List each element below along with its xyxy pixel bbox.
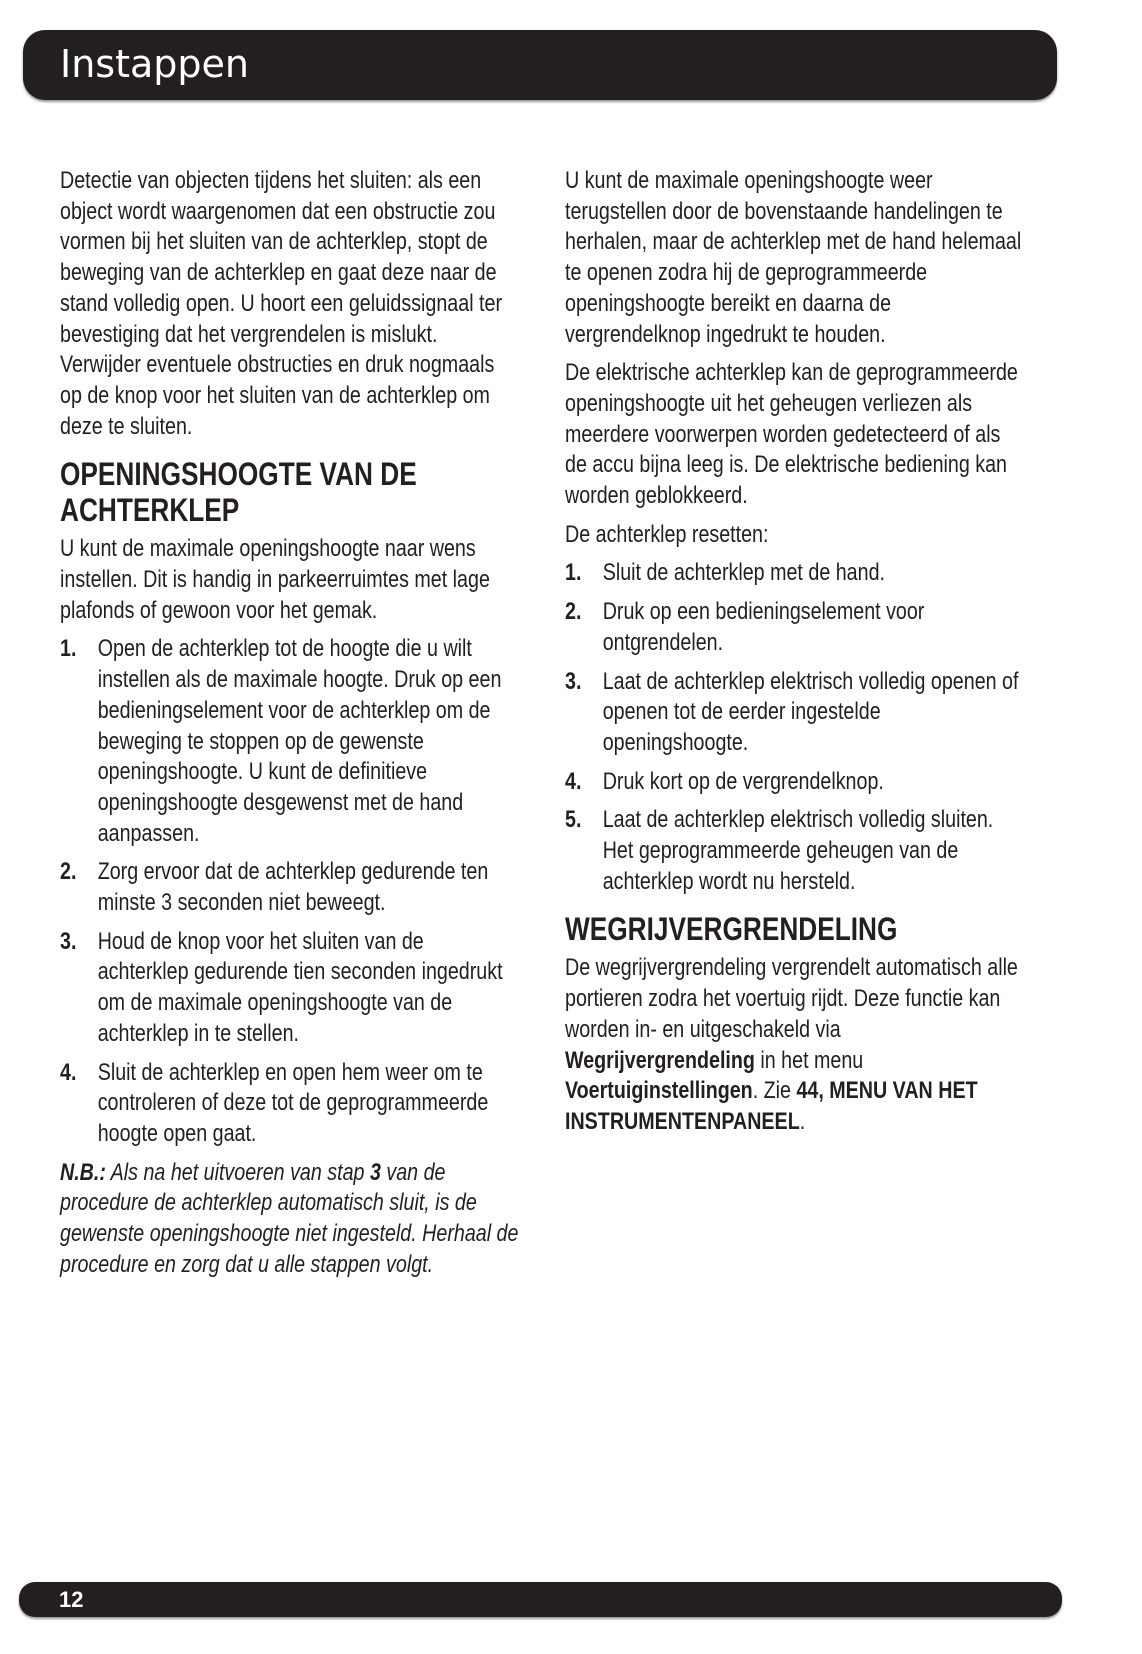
- step-text: Zorg ervoor dat de achterklep gedurende ten minste 3 seconden niet beweegt.: [97, 858, 489, 917]
- step-text: Houd de knop voor het sluiten van de achterklep gedurende tien seconden ingedrukt om de maximale openingshoogte van de achterklep in te stellen.: [97, 927, 503, 1047]
- footer-bar: [19, 1582, 1062, 1617]
- note-label: N.B.:: [60, 1158, 106, 1186]
- right-column: [565, 166, 1024, 1146]
- step-text: Sluit de achterklep met de hand.: [602, 559, 885, 587]
- heading-openingshoogte: OPENINGSHOOGTE VAN DE ACHTERKLEP: [60, 456, 417, 529]
- step-number: 4.: [565, 767, 582, 795]
- step-number: 1.: [60, 635, 77, 663]
- list-item: [60, 1058, 519, 1150]
- text: .: [799, 1107, 806, 1135]
- step-number: 3.: [60, 927, 77, 955]
- note-text: Als na het uitvoeren van stap: [105, 1158, 370, 1186]
- heading-wegrijvergrendeling: WEGRIJVERGRENDELING: [565, 911, 898, 948]
- intro-paragraph: Detectie van objecten tijdens het sluiten: als een object wordt waargenomen dat een obstructie zou vormen bij het sluiten van de achterklep, stopt de beweging van de achterklep en gaat deze naar de stand volledig open. U hoort een geluidssignaal ter bevestiging dat het vergrendelen is mislukt. Verwijder eventuele obstructies en druk nogmaals op de knop voor het sluiten van de achterklep om deze te sluiten.: [60, 167, 503, 440]
- note-step: 3: [369, 1158, 381, 1186]
- paragraph: De elektrische achterklep kan de geprogrammeerde openingshoogte uit het geheugen verliezen als meerdere voorwerpen worden gedetecteerd of als de accu bijna leeg is. De elektrische bediening kan worden geblokkeerd.: [565, 359, 1018, 510]
- text: De wegrijvergrendeling vergrendelt automatisch alle portieren zodra het voertuig rijdt. Deze functie kan worden in- en uitgeschakeld via: [565, 954, 1018, 1043]
- step-text: Sluit de achterklep en open hem weer om te controleren of deze tot de geprogrammeerde hoogte open gaat.: [97, 1058, 489, 1147]
- paragraph: U kunt de maximale openingshoogte naar wens instellen. Dit is handig in parkeerruimtes met lage plafonds of gewoon voor het gemak.: [60, 535, 490, 624]
- reset-steps-list: [565, 558, 1024, 897]
- step-number: 3.: [565, 667, 582, 695]
- list-item: [60, 857, 519, 918]
- menu-term: Wegrijvergrendeling: [565, 1046, 755, 1074]
- list-item: [565, 767, 1024, 798]
- step-number: 4.: [60, 1058, 77, 1086]
- list-item: [60, 634, 519, 849]
- step-number: 1.: [565, 559, 582, 587]
- menu-term: Voertuiginstellingen: [565, 1077, 753, 1105]
- page-number: 12: [59, 1587, 84, 1612]
- step-text: Laat de achterklep elektrisch volledig sluiten. Het geprogrammeerde geheugen van de achterklep wordt nu hersteld.: [602, 806, 994, 895]
- list-item: [565, 558, 1024, 589]
- section-header-bar: [23, 30, 1057, 100]
- section-title: Instappen: [60, 42, 249, 86]
- step-text: Laat de achterklep elektrisch volledig openen of openen tot de eerder ingestelde openingshoogte.: [602, 667, 1019, 756]
- step-text: Open de achterklep tot de hoogte die u wilt instellen als de maximale hoogte. Druk op een bedieningselement voor de achterklep om de beweging te stoppen op de gewenste openingshoogte. U kunt de definitieve openingshoogte desgewenst met de hand aanpassen.: [97, 635, 502, 847]
- text: . Zie: [752, 1077, 797, 1105]
- text: in het menu: [754, 1046, 864, 1074]
- paragraph: De achterklep resetten:: [565, 520, 769, 548]
- list-item: [60, 927, 519, 1050]
- cross-reference: 44, MENU VAN HET INSTRUMENTENPANEEL: [565, 1077, 978, 1135]
- left-column: [60, 166, 519, 1289]
- step-text: Druk kort op de vergrendelknop.: [602, 767, 884, 795]
- note-text: van de procedure de achterklep automatisch sluit, is de gewenste openingshoogte niet ingesteld. Herhaal de procedure en zorg dat u alle stappen volgt.: [60, 1158, 519, 1278]
- paragraph: U kunt de maximale openingshoogte weer terugstellen door de bovenstaande handelingen te herhalen, maar de achterklep met de hand helemaal te openen zodra hij de geprogrammeerde openingshoogte bereikt en daarna de vergrendelknop ingedrukt te houden.: [565, 167, 1022, 348]
- list-item: [565, 597, 1024, 658]
- step-number: 2.: [60, 858, 77, 886]
- paragraph: [565, 953, 1024, 1137]
- step-number: 5.: [565, 806, 582, 834]
- steps-list: [60, 634, 519, 1149]
- note: [60, 1158, 519, 1281]
- list-item: [565, 805, 1024, 897]
- step-number: 2.: [565, 598, 582, 626]
- list-item: [565, 667, 1024, 759]
- step-text: Druk op een bedieningselement voor ontgrendelen.: [602, 598, 925, 656]
